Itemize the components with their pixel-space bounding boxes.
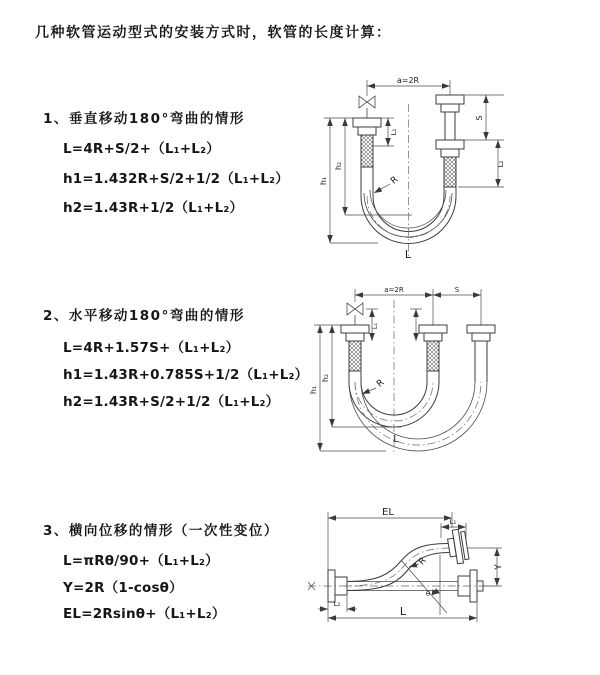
dim-l2 xyxy=(318,596,357,612)
dim-label-el: EL xyxy=(382,507,394,518)
section3-heading: 3、横向位移的情形（一次性变位） xyxy=(43,523,279,539)
dim-label-l1: L₁ xyxy=(390,128,398,136)
dim-label-a2r: a=2R xyxy=(396,76,420,85)
dim-label-l1: L₁ xyxy=(371,322,379,330)
dim-label-s: S xyxy=(454,286,460,294)
section2-formula-h2: h2=1.43R+S/2+1/2（L₁+L₂） xyxy=(63,394,280,410)
dim-s xyxy=(458,95,504,187)
dim-a2r xyxy=(355,286,481,325)
dim-label-a2r: a=2R xyxy=(384,286,404,294)
original-position-pipe xyxy=(347,570,483,602)
section1-formula-L: L=4R+S/2+（L₁+L₂） xyxy=(63,141,220,157)
diagram-horizontal-180-bend xyxy=(306,282,600,462)
section2-heading: 2、水平移动180°弯曲的情形 xyxy=(43,308,245,324)
dim-h2 xyxy=(314,325,401,427)
dim-label-s: S xyxy=(475,115,484,121)
section3-formula-EL: EL=2Rsinθ+（L₁+L₂） xyxy=(63,606,226,622)
dim-s xyxy=(433,286,481,295)
section2-formula-h1: h1=1.43R+0.785S+1/2（L₁+L₂） xyxy=(63,367,309,383)
section2-formula-L: L=4R+1.57S+（L₁+L₂） xyxy=(63,340,240,356)
section3-formula-Y: Y=2R（1-cosθ） xyxy=(63,580,183,596)
section3-formula-L: L=πRθ/90+（L₁+L₂） xyxy=(63,553,219,569)
dim-label-h2: h₂ xyxy=(334,161,343,171)
dim-label-l2: L₂ xyxy=(333,600,341,608)
dim-label-l: L xyxy=(404,248,412,261)
dim-label-r: R xyxy=(375,377,387,390)
dim-label-theta: θ xyxy=(425,590,431,598)
dim-a2r xyxy=(367,76,450,96)
dim-l2 xyxy=(497,140,505,187)
right-pipe xyxy=(467,325,495,382)
hose-u-bend xyxy=(349,382,487,451)
section1-heading: 1、垂直移动180°弯曲的情形 xyxy=(43,111,245,127)
dim-label-r: R xyxy=(389,174,401,187)
left-pipe xyxy=(353,118,381,196)
dim-label-l2: L₂ xyxy=(497,160,505,168)
diagram-vertical-180-bend xyxy=(308,66,600,262)
dim-l xyxy=(328,602,477,622)
centerline xyxy=(308,582,496,590)
dim-l1 xyxy=(373,118,398,146)
hose-s-curve xyxy=(344,544,451,591)
radius-callout xyxy=(374,175,400,193)
valve-icon xyxy=(347,303,363,325)
radius-callout xyxy=(362,378,386,394)
dim-label-h1: h₁ xyxy=(319,176,328,186)
dim-label-l: L xyxy=(393,434,399,445)
section1-formula-h2: h2=1.43R+1/2（L₁+L₂） xyxy=(63,200,244,216)
dim-label-l1: L₁ xyxy=(449,518,457,526)
page-title: 几种软管运动型式的安装方式时，软管的长度计算： xyxy=(35,25,392,41)
dim-label-l: L xyxy=(399,605,407,618)
valve-icon xyxy=(359,96,375,118)
dim-label-r: R xyxy=(417,555,429,568)
middle-pipe xyxy=(419,325,447,382)
diagram-lateral-displacement xyxy=(300,500,600,660)
dim-y xyxy=(468,548,504,586)
dim-label-h1: h₁ xyxy=(309,385,318,395)
dim-label-h2: h₂ xyxy=(321,373,330,383)
section1-formula-h1: h1=1.432R+S/2+1/2（L₁+L₂） xyxy=(63,171,289,187)
dim-el xyxy=(328,507,452,570)
right-pipe xyxy=(436,95,464,196)
dim-h1 xyxy=(309,325,386,451)
dim-label-y: Y xyxy=(494,564,504,570)
left-pipe xyxy=(341,325,369,382)
